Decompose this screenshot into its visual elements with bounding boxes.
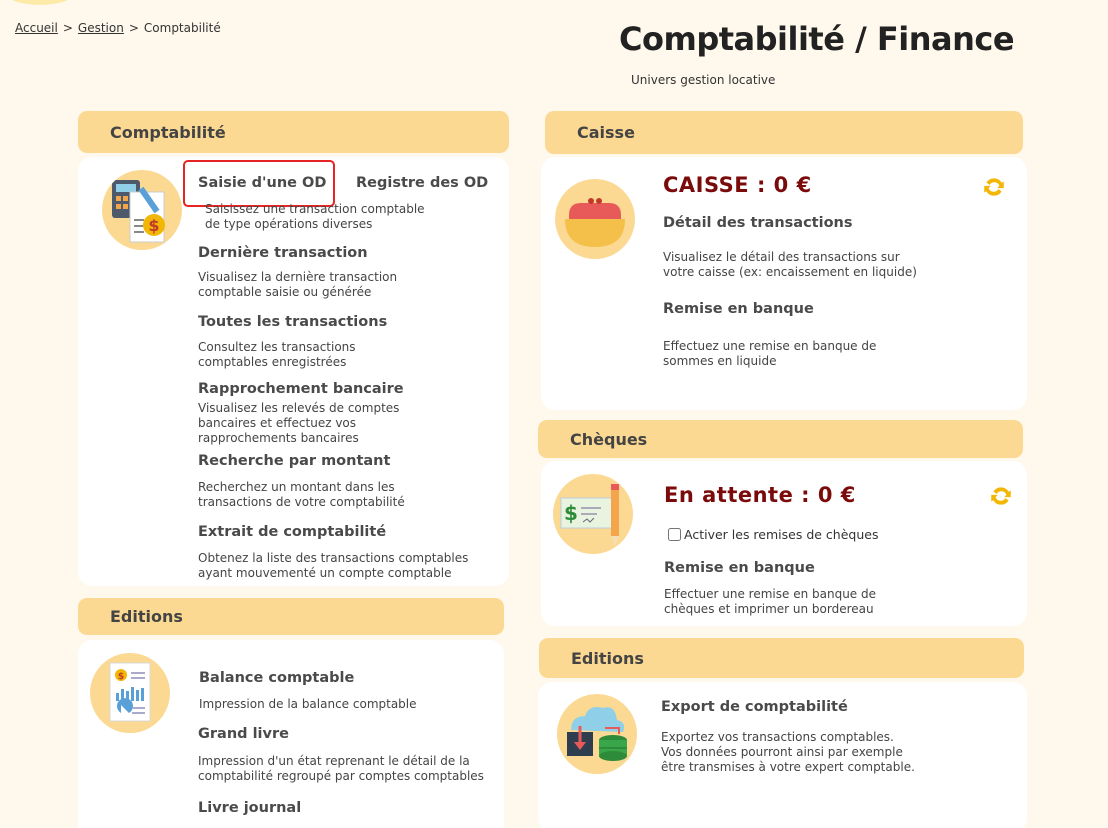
caisse-remise-banque-description: Effectuez une remise en banque de sommes en liquide [663, 339, 877, 368]
cheques-remise-banque-link[interactable]: Remise en banque [664, 560, 815, 576]
breadcrumb-separator: > [128, 21, 139, 35]
grand-livre-description: Impression d'un état reprenant le détail de la comptabilité regroupé par comptes comptables [198, 754, 484, 783]
top-decoration [0, 0, 80, 5]
saisie-od-description: Saisissez une transaction comptable de type opérations diverses [205, 202, 425, 231]
derniere-transaction-link[interactable]: Dernière transaction [198, 245, 368, 261]
balance-comptable-description: Impression de la balance comptable [199, 697, 417, 711]
activer-remises-cheques-checkbox[interactable] [668, 528, 681, 541]
cheques-refresh-icon[interactable] [988, 483, 1014, 512]
cheques-remise-banque-description: Effectuer une remise en banque de chèques et imprimer un bordereau [664, 587, 877, 616]
cheques-en-attente-amount: En attente : 0 € [664, 483, 856, 507]
editions-right-section-header: Editions [539, 638, 1024, 678]
caisse-refresh-icon[interactable] [981, 174, 1007, 203]
livre-journal-link[interactable]: Livre journal [198, 800, 302, 816]
export-database-icon [557, 694, 637, 774]
derniere-transaction-description: Visualisez la dernière transaction comptable saisie ou générée [198, 270, 398, 299]
caisse-amount: CAISSE : 0 € [663, 173, 812, 197]
editions-left-section-header: Editions [78, 598, 504, 635]
cheques-section-header: Chèques [538, 420, 1023, 458]
detail-transactions-link[interactable]: Détail des transactions [663, 215, 853, 231]
breadcrumb-link-accueil[interactable]: Accueil [15, 21, 58, 35]
rapprochement-bancaire-description: Visualisez les relevés de comptes bancaires et effectuez vos rapprochements bancaires [198, 401, 400, 445]
caisse-remise-banque-link[interactable]: Remise en banque [663, 301, 814, 317]
page-subtitle: Univers gestion locative [631, 73, 776, 87]
extrait-comptabilite-link[interactable]: Extrait de comptabilité [198, 524, 387, 540]
export-comptabilite-description: Exportez vos transactions comptables. Vos données pourront ainsi par exemple être transmises à votre expert comptable. [661, 730, 915, 774]
recherche-montant-description: Recherchez un montant dans les transactions de votre comptabilité [198, 480, 405, 509]
export-comptabilite-link[interactable]: Export de comptabilité [661, 699, 848, 715]
registre-od-link[interactable]: Registre des OD [356, 175, 489, 191]
breadcrumb-current: Comptabilité [143, 21, 221, 35]
balance-comptable-link[interactable]: Balance comptable [199, 670, 355, 686]
toutes-transactions-description: Consultez les transactions comptables enregistrées [198, 340, 356, 369]
page-title: Comptabilité / Finance [619, 20, 1015, 58]
purse-icon [555, 179, 635, 259]
toutes-transactions-link[interactable]: Toutes les transactions [198, 314, 388, 330]
report-document-icon [90, 653, 170, 733]
breadcrumb [15, 21, 221, 35]
svg-text:$: $ [148, 216, 160, 235]
svg-text:$: $ [564, 501, 578, 525]
svg-text:$: $ [117, 672, 125, 682]
activer-remises-cheques-option[interactable] [668, 527, 878, 542]
rapprochement-bancaire-link[interactable]: Rapprochement bancaire [198, 381, 404, 397]
detail-transactions-description: Visualisez le détail des transactions sur votre caisse (ex: encaissement en liquide) [663, 250, 917, 279]
grand-livre-link[interactable]: Grand livre [198, 726, 289, 742]
caisse-section-header: Caisse [545, 111, 1023, 154]
breadcrumb-link-gestion[interactable]: Gestion [77, 21, 124, 35]
recherche-montant-link[interactable]: Recherche par montant [198, 453, 391, 469]
calculator-icon [102, 170, 182, 250]
breadcrumb-separator: > [62, 21, 73, 35]
comptabilite-section-header: Comptabilité [78, 111, 509, 153]
extrait-comptabilite-description: Obtenez la liste des transactions comptables ayant mouvementé un compte comptable [198, 551, 469, 580]
cheque-icon [553, 474, 633, 554]
saisie-od-link[interactable]: Saisie d'une OD [198, 175, 327, 191]
activer-remises-cheques-label: Activer les remises de chèques [684, 527, 879, 542]
